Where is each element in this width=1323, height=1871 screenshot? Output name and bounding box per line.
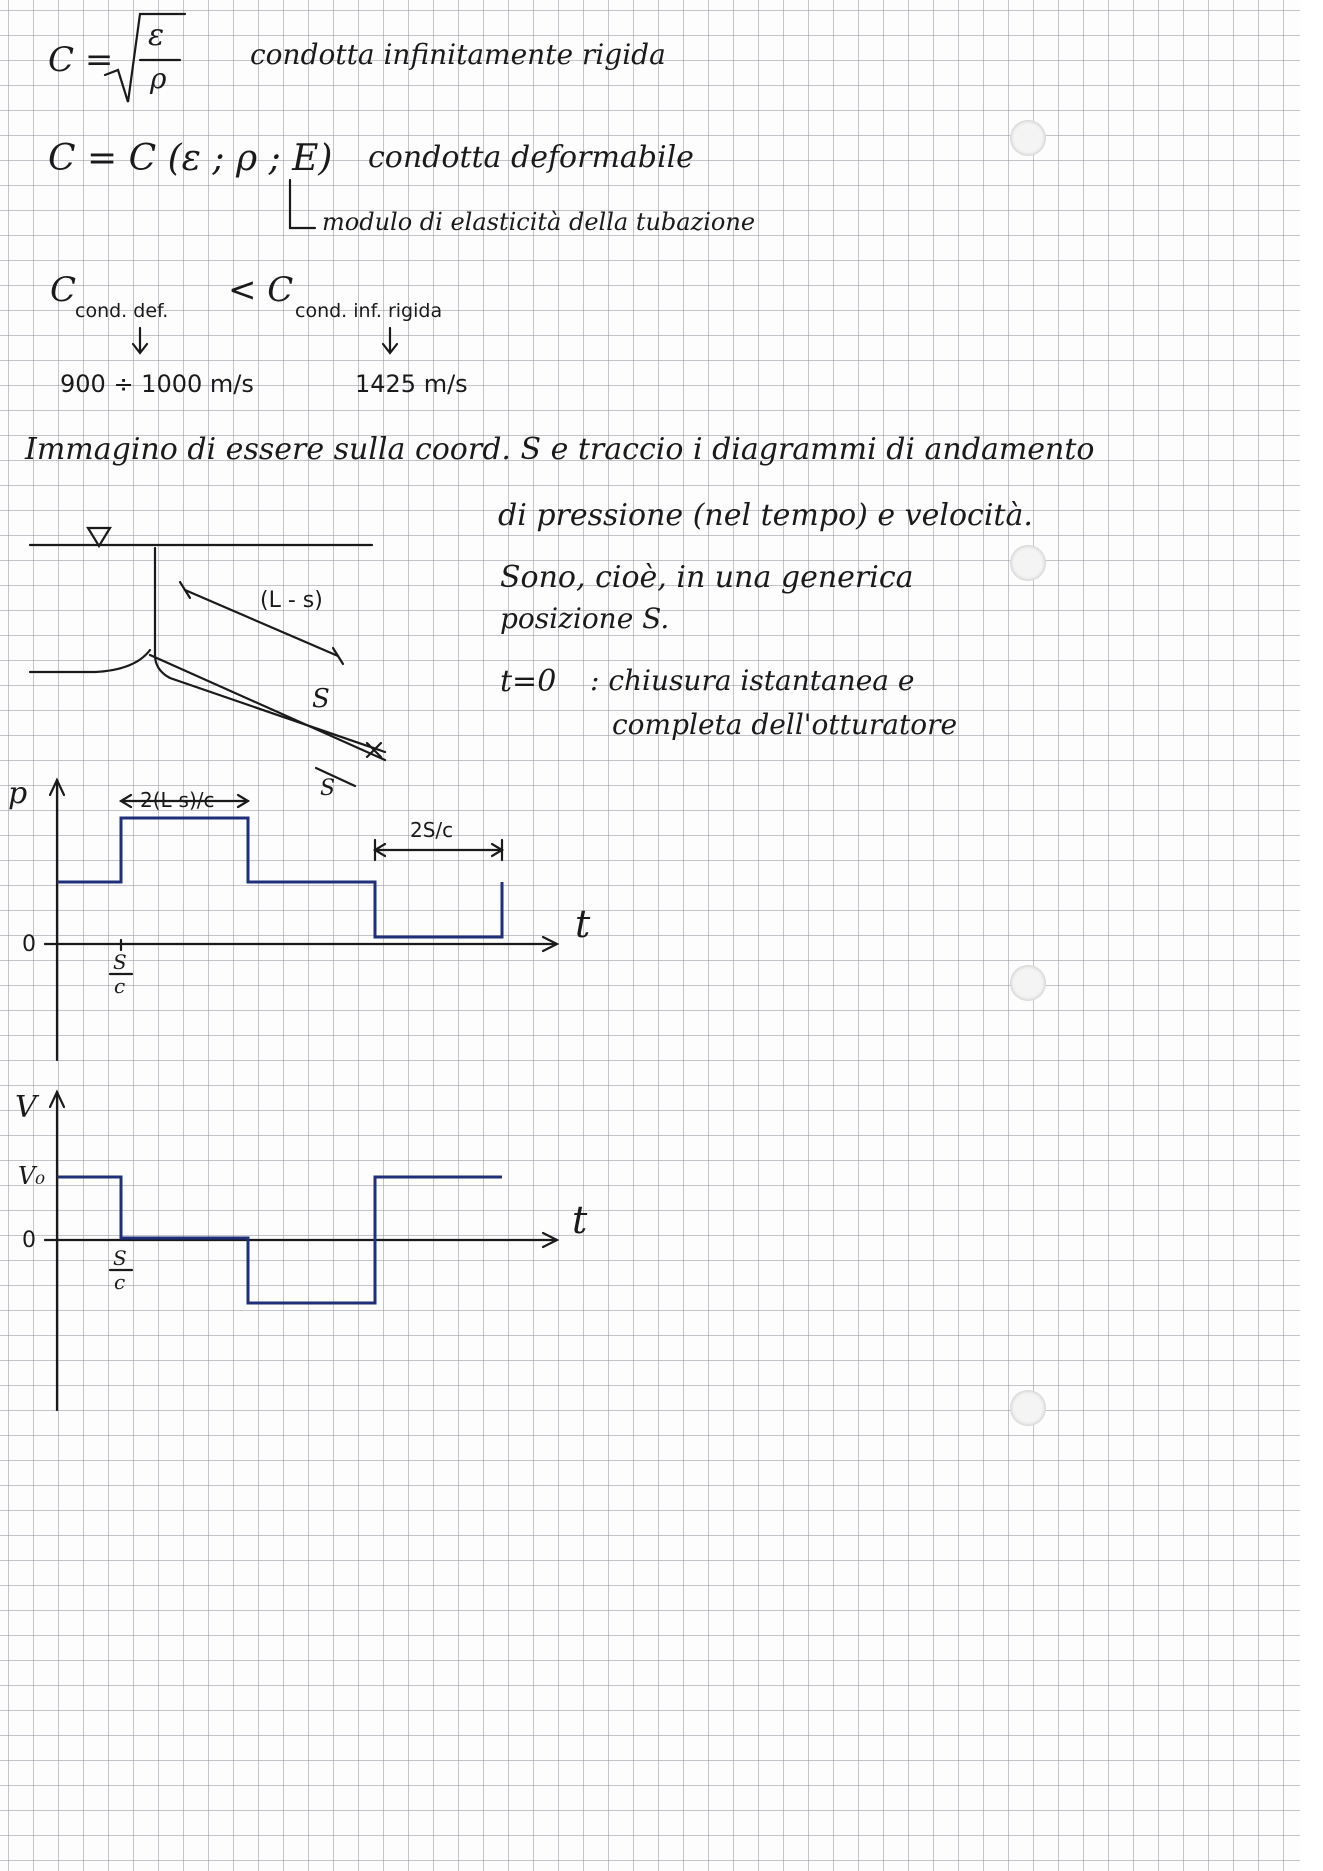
less-than-c: < C xyxy=(228,270,294,310)
rigid-denominator: ρ xyxy=(150,62,167,95)
water-level-triangle xyxy=(88,528,110,546)
pipe-lower-wall xyxy=(150,655,385,760)
v-axis-label: V xyxy=(15,1090,37,1125)
paragraph-line6: completa dell'otturatore xyxy=(612,708,958,741)
celerity-deformable: 900 ÷ 1000 m/s xyxy=(60,370,254,398)
v-tick-den: c xyxy=(114,1270,126,1294)
subscript-cond-rigid: cond. inf. rigida xyxy=(295,300,443,322)
v0-label: V₀ xyxy=(18,1162,45,1190)
c-lhs: C = xyxy=(48,40,114,80)
reservoir-bottom xyxy=(30,650,150,672)
c-left: C xyxy=(50,270,77,310)
deformable-pipe-label: condotta deformabile xyxy=(368,140,694,175)
pipe-sketch xyxy=(30,528,385,786)
p-tick-den: c xyxy=(114,974,126,998)
label-s-lower: S xyxy=(320,776,336,801)
paragraph-line2: di pressione (nel tempo) e velocità. xyxy=(498,498,1033,533)
celerity-rigid: 1425 m/s xyxy=(355,370,468,398)
p-axis-label: p xyxy=(8,776,28,811)
rigid-numerator: ε xyxy=(148,18,165,53)
rigid-pipe-label: condotta infinitamente rigida xyxy=(250,38,666,71)
paragraph-line3: Sono, cioè, in una generica xyxy=(500,560,914,595)
elasticity-note: modulo di elasticità della tubazione xyxy=(322,208,756,236)
p-time-label: t xyxy=(575,902,591,946)
label-L-minus-s: (L - s) xyxy=(260,588,323,613)
paragraph-line4: posizione S. xyxy=(500,602,670,635)
p-zero-label: 0 xyxy=(22,932,36,957)
p-tick-num: S xyxy=(113,950,127,974)
sqrt-sign xyxy=(105,14,185,102)
t-zero: t=0 xyxy=(500,664,557,699)
pressure-plot xyxy=(45,780,557,1060)
subscript-cond-def: cond. def. xyxy=(75,300,169,322)
v-tick-num: S xyxy=(113,1246,127,1270)
label-s-upper: S xyxy=(312,684,330,714)
v-zero-label: 0 xyxy=(22,1228,36,1253)
paragraph-line1: Immagino di essere sulla coord. S e traccio i diagrammi di andamento xyxy=(25,432,1095,467)
p-interval-label-2: 2S/c xyxy=(410,818,454,842)
elasticity-hook xyxy=(290,180,315,228)
v-time-label: t xyxy=(572,1198,588,1242)
paragraph-line5: : chiusura istantanea e xyxy=(590,664,915,697)
pipe-upper-wall xyxy=(155,548,385,752)
p-interval-label-1: 2(L-s)/c xyxy=(140,788,215,812)
deformable-formula: C = C (ε ; ρ ; E) xyxy=(48,138,333,179)
